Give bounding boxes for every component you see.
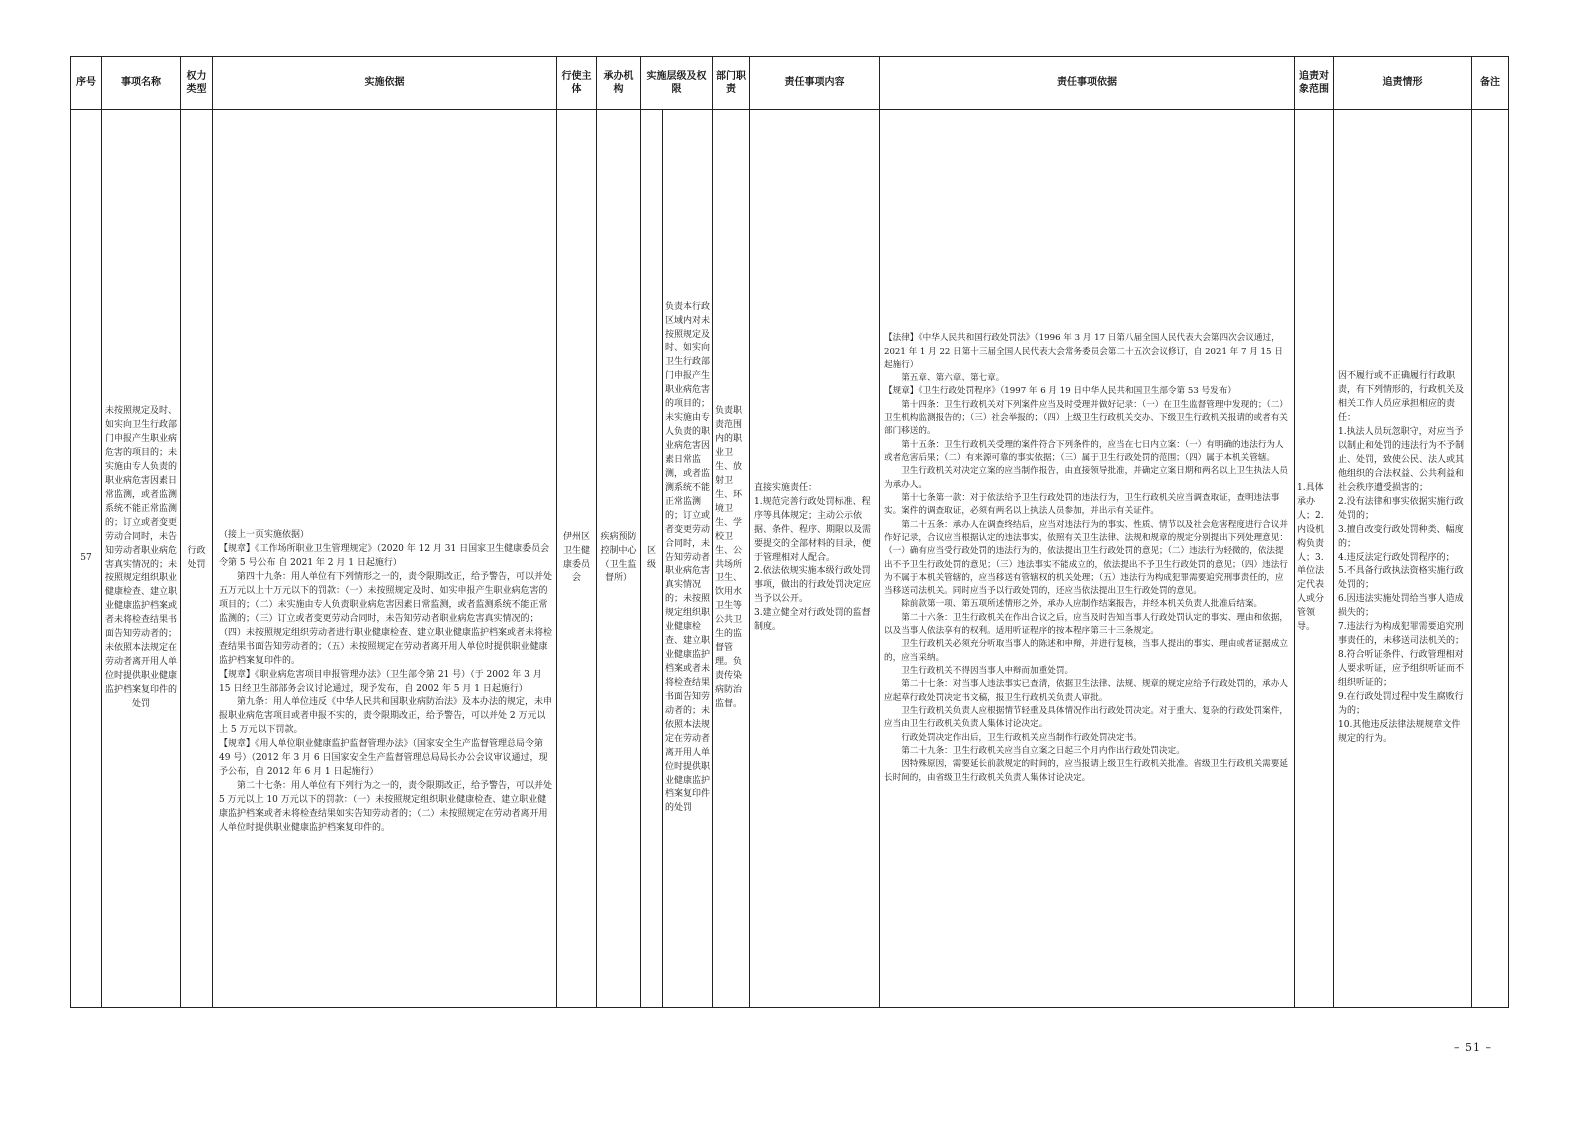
header-remark: 备注 (1472, 57, 1509, 110)
situation-item: 3.擅自改变行政处罚种类、幅度的； (1338, 524, 1464, 549)
situation-item: 1.执法人员玩忽职守，对应当予以制止和处罚的违法行为不予制止、处罚，致使公民、法人或其他组织的合法权益、公共利益和社会秩序遭受损害的； (1338, 427, 1465, 493)
liability-basis-article: 卫生行政机关负责人应根据情节轻重及具体情况作出行政处罚决定。对于重大、复杂的行政处罚案件，应当由卫生行政机关负责人集体讨论决定。 (884, 705, 1288, 730)
liability-basis-article: 第十四条：卫生行政机关对下列案件应当及时受理并做好记录：（一）在卫生监督管理中发现的；（二）卫生机构监测报告的；（三）社会举报的；（四）上级卫生行政机关交办、下级卫生行政机关报请的或者有关部门移送的。 (884, 399, 1288, 437)
liability-basis-article: 第十七条第一款：对于依法给予卫生行政处罚的违法行为，卫生行政机关应当调查取证，查明违法事实。案件的调查取证，必须有两名以上执法人员参加，并出示有关证件。 (884, 492, 1280, 517)
row-item-name: 未按照规定及时、如实向卫生行政部门申报产生职业病危害的项目的；未实施由专人负责的职业病危害因素日常监测，或者监测系统不能正常监测的；订立或者变更劳动合同时，未告知劳动者职业病危害真实情况的；未按照规定组织职业健康检查、建立职业健康监护档案或者未将检查结果书面告知劳动者的；未依照本法规定在劳动者离开用人单位时提供职业健康监护档案复印件的处罚 (102, 110, 181, 1008)
row-basis (213, 110, 557, 1008)
liability-basis-article: 因特殊原因，需要延长前款规定的时间的，应当报请上级卫生行政机关批准。省级卫生行政机关需要延长时间的，由省级卫生行政机关负责人集体讨论决定。 (884, 759, 1288, 783)
row-power-type: 行政处罚 (181, 110, 213, 1008)
row-remark (1472, 110, 1509, 1008)
liability-basis-article: 卫生行政机关不得因当事人申辩而加重处罚。 (901, 666, 1074, 676)
row-subject: 伊州区卫生健康委员会 (557, 110, 597, 1008)
row-handler: 疾病预防控制中心（卫生监督所） (597, 110, 641, 1008)
basis-article: 第二十七条：用人单位有下列行为之一的，责令限期改正，给予警告，可以并处 5 万元以上 10 万元以下的罚款：（一）未按照规定组织职业健康检查、建立职业健康监护档案或者未将检查结果如实告知劳动者的；（二）未按照规定在劳动者离开用人单位时提供职业健康监护档案复印件的。 (219, 781, 553, 833)
liability-basis-regulation: 【规章】《卫生行政处罚程序》（1997 年 6 月 19 日中华人民共和国卫生部令第 53 号发布） (884, 386, 1236, 397)
header-liability-basis: 责任事项依据 (880, 57, 1295, 110)
header-subject: 行使主体 (557, 57, 597, 110)
situation-item: 9.在行政处罚过程中发生腐败行为的； (1338, 691, 1464, 716)
situation-item: 5.不具备行政执法资格实施行政处罚的； (1338, 566, 1464, 591)
row-liability-basis (880, 110, 1295, 1008)
page-number: – 51 – (1454, 1041, 1492, 1054)
header-no: 序号 (71, 57, 102, 110)
liability-basis-article: 卫生行政机关对决定立案的应当制作报告，由直接领导批准，并确定立案日期和两名以上卫生执法人员为承办人。 (884, 466, 1288, 490)
header-liability-content: 责任事项内容 (750, 57, 880, 110)
basis-article: 第四十九条：用人单位有下列情形之一的，责令限期改正，给予警告，可以并处五万元以上十万元以下的罚款：（一）未按照规定及时、如实申报产生职业病危害的项目的；（二）未实施由专人负责职业病危害因素日常监测，或者监测系统不能正常监测的；（三）订立或者变更劳动合同时，未告知劳动者职业病危害真实情况的；（四）未按照规定组织劳动者进行职业健康检查、建立职业健康监护档案或者未将检查结果书面告知劳动者的；（五）未按照规定在劳动者离开用人单位时提供职业健康监护档案复印件的。 (219, 572, 553, 666)
header-basis: 实施依据 (213, 57, 557, 110)
situation-item: 10.其他违反法律法规规章文件规定的行为。 (1338, 719, 1461, 744)
liability-basis-article: 第二十六条：卫生行政机关在作出合议之后，应当及时告知当事人行政处罚认定的事实、理由和依据，以及当事人依法享有的权利。适用听证程序的按本程序第三十三条规定。 (884, 612, 1288, 637)
row-no: 57 (71, 110, 102, 1008)
liability-basis-article: 第二十五条：承办人在调查终结后，应当对违法行为的事实、性质、情节以及社会危害程度进行合议并作好记录，合议应当根据认定的违法事实，依照有关卫生法律、法规和规章的规定分别提出下列处理意见：（一）确有应当受行政处罚的违法行为的，依法提出卫生行政处罚的意见；（二）违法行为轻微的，依法提出不予卫生行政处罚的意见；（三）违法事实不能成立的，依法提出不予卫生行政处罚的意见；（四）违法行为不属于本机关管辖的，应当移送有管辖权的机关处理；（五）违法行为构成犯罪需要追究刑事责任的，应当移送司法机关。同时应当予以行政处罚的，还应当依法提出卫生行政处罚的意见。 (884, 519, 1288, 597)
header-power-type: 权力类型 (181, 57, 213, 110)
header-situation: 追责情形 (1334, 57, 1472, 110)
responsibility-table (70, 56, 1509, 1008)
basis-regulation-title: 【规章】《职业病危害项目申报管理办法》（卫生部令第 21 号）（于 2002 年 3 月 15 日经卫生部部务会议讨论通过，现予发布，自 2002 年 5 月 1 日起施行） (219, 669, 542, 694)
basis-regulation-title: 【规章】《工作场所职业卫生管理规定》（2020 年 12 月 31 日国家卫生健康委员会令第 5 号公布 自 2021 年 2 月 1 日起施行） (219, 544, 550, 569)
liability-basis-chapters: 第五章、第六章、第七章。 (901, 373, 1005, 384)
situation-item: 7.违法行为构成犯罪需要追究刑事责任的，未移送司法机关的； (1338, 622, 1465, 647)
header-scope: 追责对象范围 (1295, 57, 1334, 110)
situation-item: 6.因违法实施处罚给当事人造成损失的； (1338, 594, 1464, 619)
header-item-name: 事项名称 (102, 57, 181, 110)
header-level: 实施层级及权限 (641, 57, 713, 110)
liability-basis-article: 第二十七条：对当事人违法事实已查清，依据卫生法律、法规、规章的规定应给予行政处罚的，承办人应起草行政处罚决定书文稿，报卫生行政机关负责人审批。 (884, 679, 1288, 703)
situation-item: 4.违反法定行政处罚程序的； (1338, 552, 1455, 563)
row-liability-content: 直接实施责任： 1.规范完善行政处罚标准、程序等具体规定；主动公示依据、条件、程序、期限以及需要提交的全部材料的目录，便于管理相对人配合。 2.依法依规实施本级行政处罚事项，做出的行政处罚决定应当予以公开。 3.建立健全对行政处罚的监督制度。 (750, 110, 880, 1008)
row-level-main: 区级 (641, 110, 663, 1008)
row-duty: 负责职责范围内的职业卫生、放射卫生、环境卫生、学校卫生、公共场所卫生、饮用水卫生等公共卫生的监督管理。负责传染病防治监督。 (713, 110, 750, 1008)
row-situation (1334, 110, 1472, 1008)
basis-article: 第九条：用人单位违反《中华人民共和国职业病防治法》及本办法的规定，未申报职业病危害项目或者申报不实的，责令限期改正，给予警告，可以并处 2 万元以上 5 万元以下罚款。 (219, 697, 553, 736)
situation-item: 8.符合听证条件、行政管理相对人要求听证，应予组织听证而不组织听证的； (1338, 650, 1465, 688)
table-row (71, 110, 1509, 1008)
header-duty: 部门职责 (713, 57, 750, 110)
situation-intro: 因不履行或不正确履行行政职责，有下列情形的，行政机关及相关工作人员应承担相应的责任： (1338, 371, 1465, 424)
row-level-scope: 负责本行政区域内对未按照规定及时、如实向卫生行政部门申报产生职业病危害的项目的；未实施由专人负责的职业病危害因素日常监测，或者监测系统不能正常监测的；订立或者变更劳动合同时，未告知劳动者职业病危害真实情况的；未按照规定组织职业健康检查、建立职业健康监护档案或者未将检查结果书面告知劳动者的；未依照本法规定在劳动者离开用人单位时提供职业健康监护档案复印件的处罚 (663, 110, 713, 1008)
liability-basis-law: 【法律】《中华人民共和国行政处罚法》（1996 年 3 月 17 日第八届全国人民代表大会第四次会议通过，2021 年 1 月 22 日第十三届全国人民代表大会常务委员会第二十五次会议修订，自 2021 年 7 月 15 日起施行） (884, 333, 1283, 370)
liability-basis-article: 第十五条：卫生行政机关受理的案件符合下列条件的，应当在七日内立案：（一）有明确的违法行为人或者危害后果；（二）有来源可靠的事实依据；（三）属于卫生行政处罚的范围；（四）属于本机关管辖。 (884, 439, 1284, 463)
liability-basis-article: 卫生行政机关必须充分听取当事人的陈述和申辩，并进行复核，当事人提出的事实、理由或者证据成立的，应当采纳。 (884, 639, 1288, 663)
liability-basis-article: 行政处罚决定作出后，卫生行政机关应当制作行政处罚决定书。 (901, 732, 1142, 743)
table-header-row (71, 57, 1509, 110)
liability-basis-article: 除前款第一项、第五项所述情形之外，承办人应制作结案报告，并经本机关负责人批准后结案。 (901, 599, 1263, 610)
row-scope: 1.具体承办人；2.内设机构负责人；3.单位法定代表人或分管领导。 (1295, 110, 1334, 1008)
situation-item: 2.没有法律和事实依据实施行政处罚的； (1338, 496, 1464, 521)
liability-basis-article: 第二十九条：卫生行政机关应当自立案之日起三个月内作出行政处罚决定。 (901, 745, 1185, 756)
header-handler: 承办机构 (597, 57, 641, 110)
basis-regulation-title: 【规章】《用人单位职业健康监护监督管理办法》（国家安全生产监督管理总局令第 49 号）（2012 年 3 月 6 日国家安全生产监督管理总局局长办公会议审议通过，现予公布，自 2012 年 6 月 1 日起施行） (219, 739, 548, 778)
basis-continued-note: （接上一页实施依据） (219, 530, 310, 541)
